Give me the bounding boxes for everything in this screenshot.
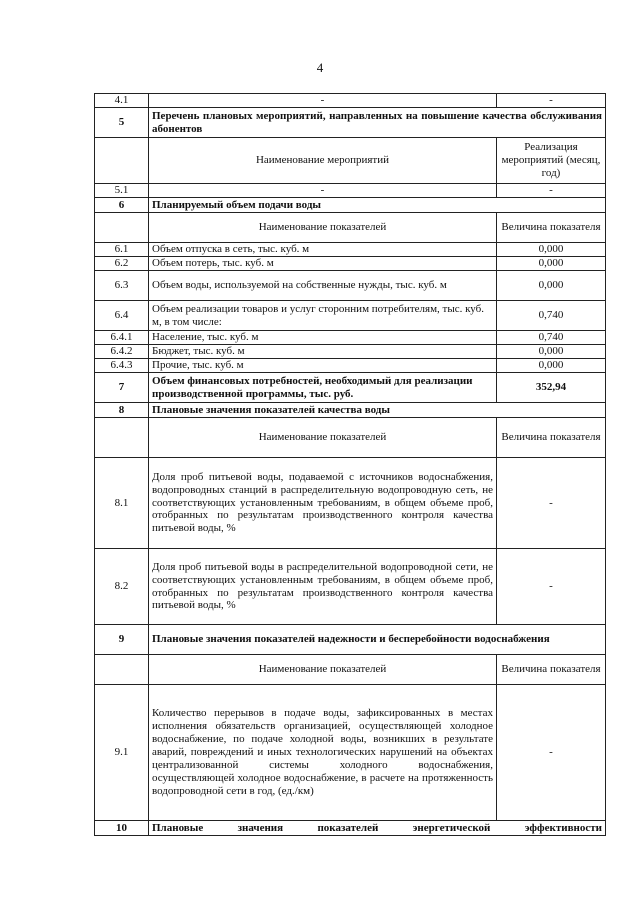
section-row-8 <box>95 403 606 418</box>
row-name: Количество перерывов в подаче воды, зафиксированных в местах исполнения обязательств организацией, осуществляющей холодное водоснабжение, по подаче холодной воды, возникших в результате аварий, повреждений и иных технологических нарушений на объектах централизованной системы холодного водоснабжения, осуществляющей холодное водоснабжение, в расчете на протяженность водопроводной сети в год, (ед./км) <box>149 685 497 821</box>
header-value: Величина показателя <box>497 213 606 243</box>
row-number: 4.1 <box>95 94 149 108</box>
row-value: 0,000 <box>497 345 606 359</box>
header-value: Величина показателя <box>497 418 606 458</box>
table-row-9-1 <box>95 685 606 821</box>
page-number: 4 <box>316 60 324 75</box>
section-row-7 <box>95 373 606 403</box>
row-value: - <box>497 94 606 108</box>
header-name: Наименование мероприятий <box>149 138 497 184</box>
row-name: Объем воды, используемой на собственные нужды, тыс. куб. м <box>149 271 497 301</box>
section-number: 5 <box>95 108 149 138</box>
row-number: 8.2 <box>95 549 149 625</box>
section-value: 352,94 <box>497 373 606 403</box>
row-value: 0,740 <box>497 331 606 345</box>
header-row-8 <box>95 418 606 458</box>
row-name: - <box>149 184 497 198</box>
row-name: Доля проб питьевой воды, подаваемой с источников водоснабжения, водопроводных станций в распределительную водопроводную сеть, не соответствующих установленным требованиям, в общем объеме проб, отобранных по результатам производственного контроля качества питьевой воды, % <box>149 458 497 549</box>
row-name: Население, тыс. куб. м <box>149 331 497 345</box>
table-row-6-4 <box>95 301 606 331</box>
row-number: 6.4.2 <box>95 345 149 359</box>
row-value: - <box>497 685 606 821</box>
table-row-8-1 <box>95 458 606 549</box>
row-name: Объем реализации товаров и услуг сторонним потребителям, тыс. куб. м, в том числе: <box>149 301 497 331</box>
row-name: Объем потерь, тыс. куб. м <box>149 257 497 271</box>
row-number: 5.1 <box>95 184 149 198</box>
header-empty-cell <box>95 655 149 685</box>
section-title: Плановые значения показателей энергетической эффективности <box>149 821 606 836</box>
row-number: 6.4.3 <box>95 359 149 373</box>
section-row-9 <box>95 625 606 655</box>
row-value: 0,000 <box>497 271 606 301</box>
table-row-6-2 <box>95 257 606 271</box>
row-number: 6.1 <box>95 243 149 257</box>
row-name: Прочие, тыс. куб. м <box>149 359 497 373</box>
row-name: Объем отпуска в сеть, тыс. куб. м <box>149 243 497 257</box>
row-number: 6.4 <box>95 301 149 331</box>
section-title: Перечень плановых мероприятий, направленных на повышение качества обслуживания абонентов <box>149 108 606 138</box>
section-row-6 <box>95 198 606 213</box>
row-name: Доля проб питьевой воды в распределительной водопроводной сети, не соответствующих установленным требованиям, в общем объеме проб, отобранных по результатам производственного контроля качества питьевой воды, % <box>149 549 497 625</box>
row-name: - <box>149 94 497 108</box>
header-name: Наименование показателей <box>149 213 497 243</box>
section-title: Планируемый объем подачи воды <box>149 198 606 213</box>
row-number: 6.2 <box>95 257 149 271</box>
section-number: 9 <box>95 625 149 655</box>
row-number: 6.3 <box>95 271 149 301</box>
table-row-6-4-2 <box>95 345 606 359</box>
table-row-6-1 <box>95 243 606 257</box>
section-number: 8 <box>95 403 149 418</box>
table-row-5-1 <box>95 184 606 198</box>
header-value: Величина показателя <box>497 655 606 685</box>
table-row-6-3 <box>95 271 606 301</box>
header-name: Наименование показателей <box>149 418 497 458</box>
table-row-4-1 <box>95 94 606 108</box>
header-empty-cell <box>95 418 149 458</box>
row-number: 8.1 <box>95 458 149 549</box>
table-row-6-4-1 <box>95 331 606 345</box>
header-empty-cell <box>95 213 149 243</box>
header-empty-cell <box>95 138 149 184</box>
section-number: 7 <box>95 373 149 403</box>
section-number: 6 <box>95 198 149 213</box>
table-row-8-2 <box>95 549 606 625</box>
header-row-5 <box>95 138 606 184</box>
row-value: - <box>497 458 606 549</box>
row-value: 0,000 <box>497 257 606 271</box>
header-value: Реализация мероприятий (месяц, год) <box>497 138 606 184</box>
section-title: Плановые значения показателей качества воды <box>149 403 606 418</box>
section-row-5 <box>95 108 606 138</box>
header-row-9 <box>95 655 606 685</box>
header-name: Наименование показателей <box>149 655 497 685</box>
row-value: 0,000 <box>497 359 606 373</box>
table-row-6-4-3 <box>95 359 606 373</box>
row-number: 6.4.1 <box>95 331 149 345</box>
section-number: 10 <box>95 821 149 836</box>
row-value: 0,000 <box>497 243 606 257</box>
row-value: - <box>497 549 606 625</box>
program-table <box>94 93 606 836</box>
section-title: Объем финансовых потребностей, необходимый для реализации производственной программы, тыс. руб. <box>149 373 497 403</box>
section-row-10 <box>95 821 606 836</box>
section-title: Плановые значения показателей надежности и бесперебойности водоснабжения <box>149 625 606 655</box>
row-name: Бюджет, тыс. куб. м <box>149 345 497 359</box>
header-row-6 <box>95 213 606 243</box>
row-number: 9.1 <box>95 685 149 821</box>
row-value: 0,740 <box>497 301 606 331</box>
row-value: - <box>497 184 606 198</box>
